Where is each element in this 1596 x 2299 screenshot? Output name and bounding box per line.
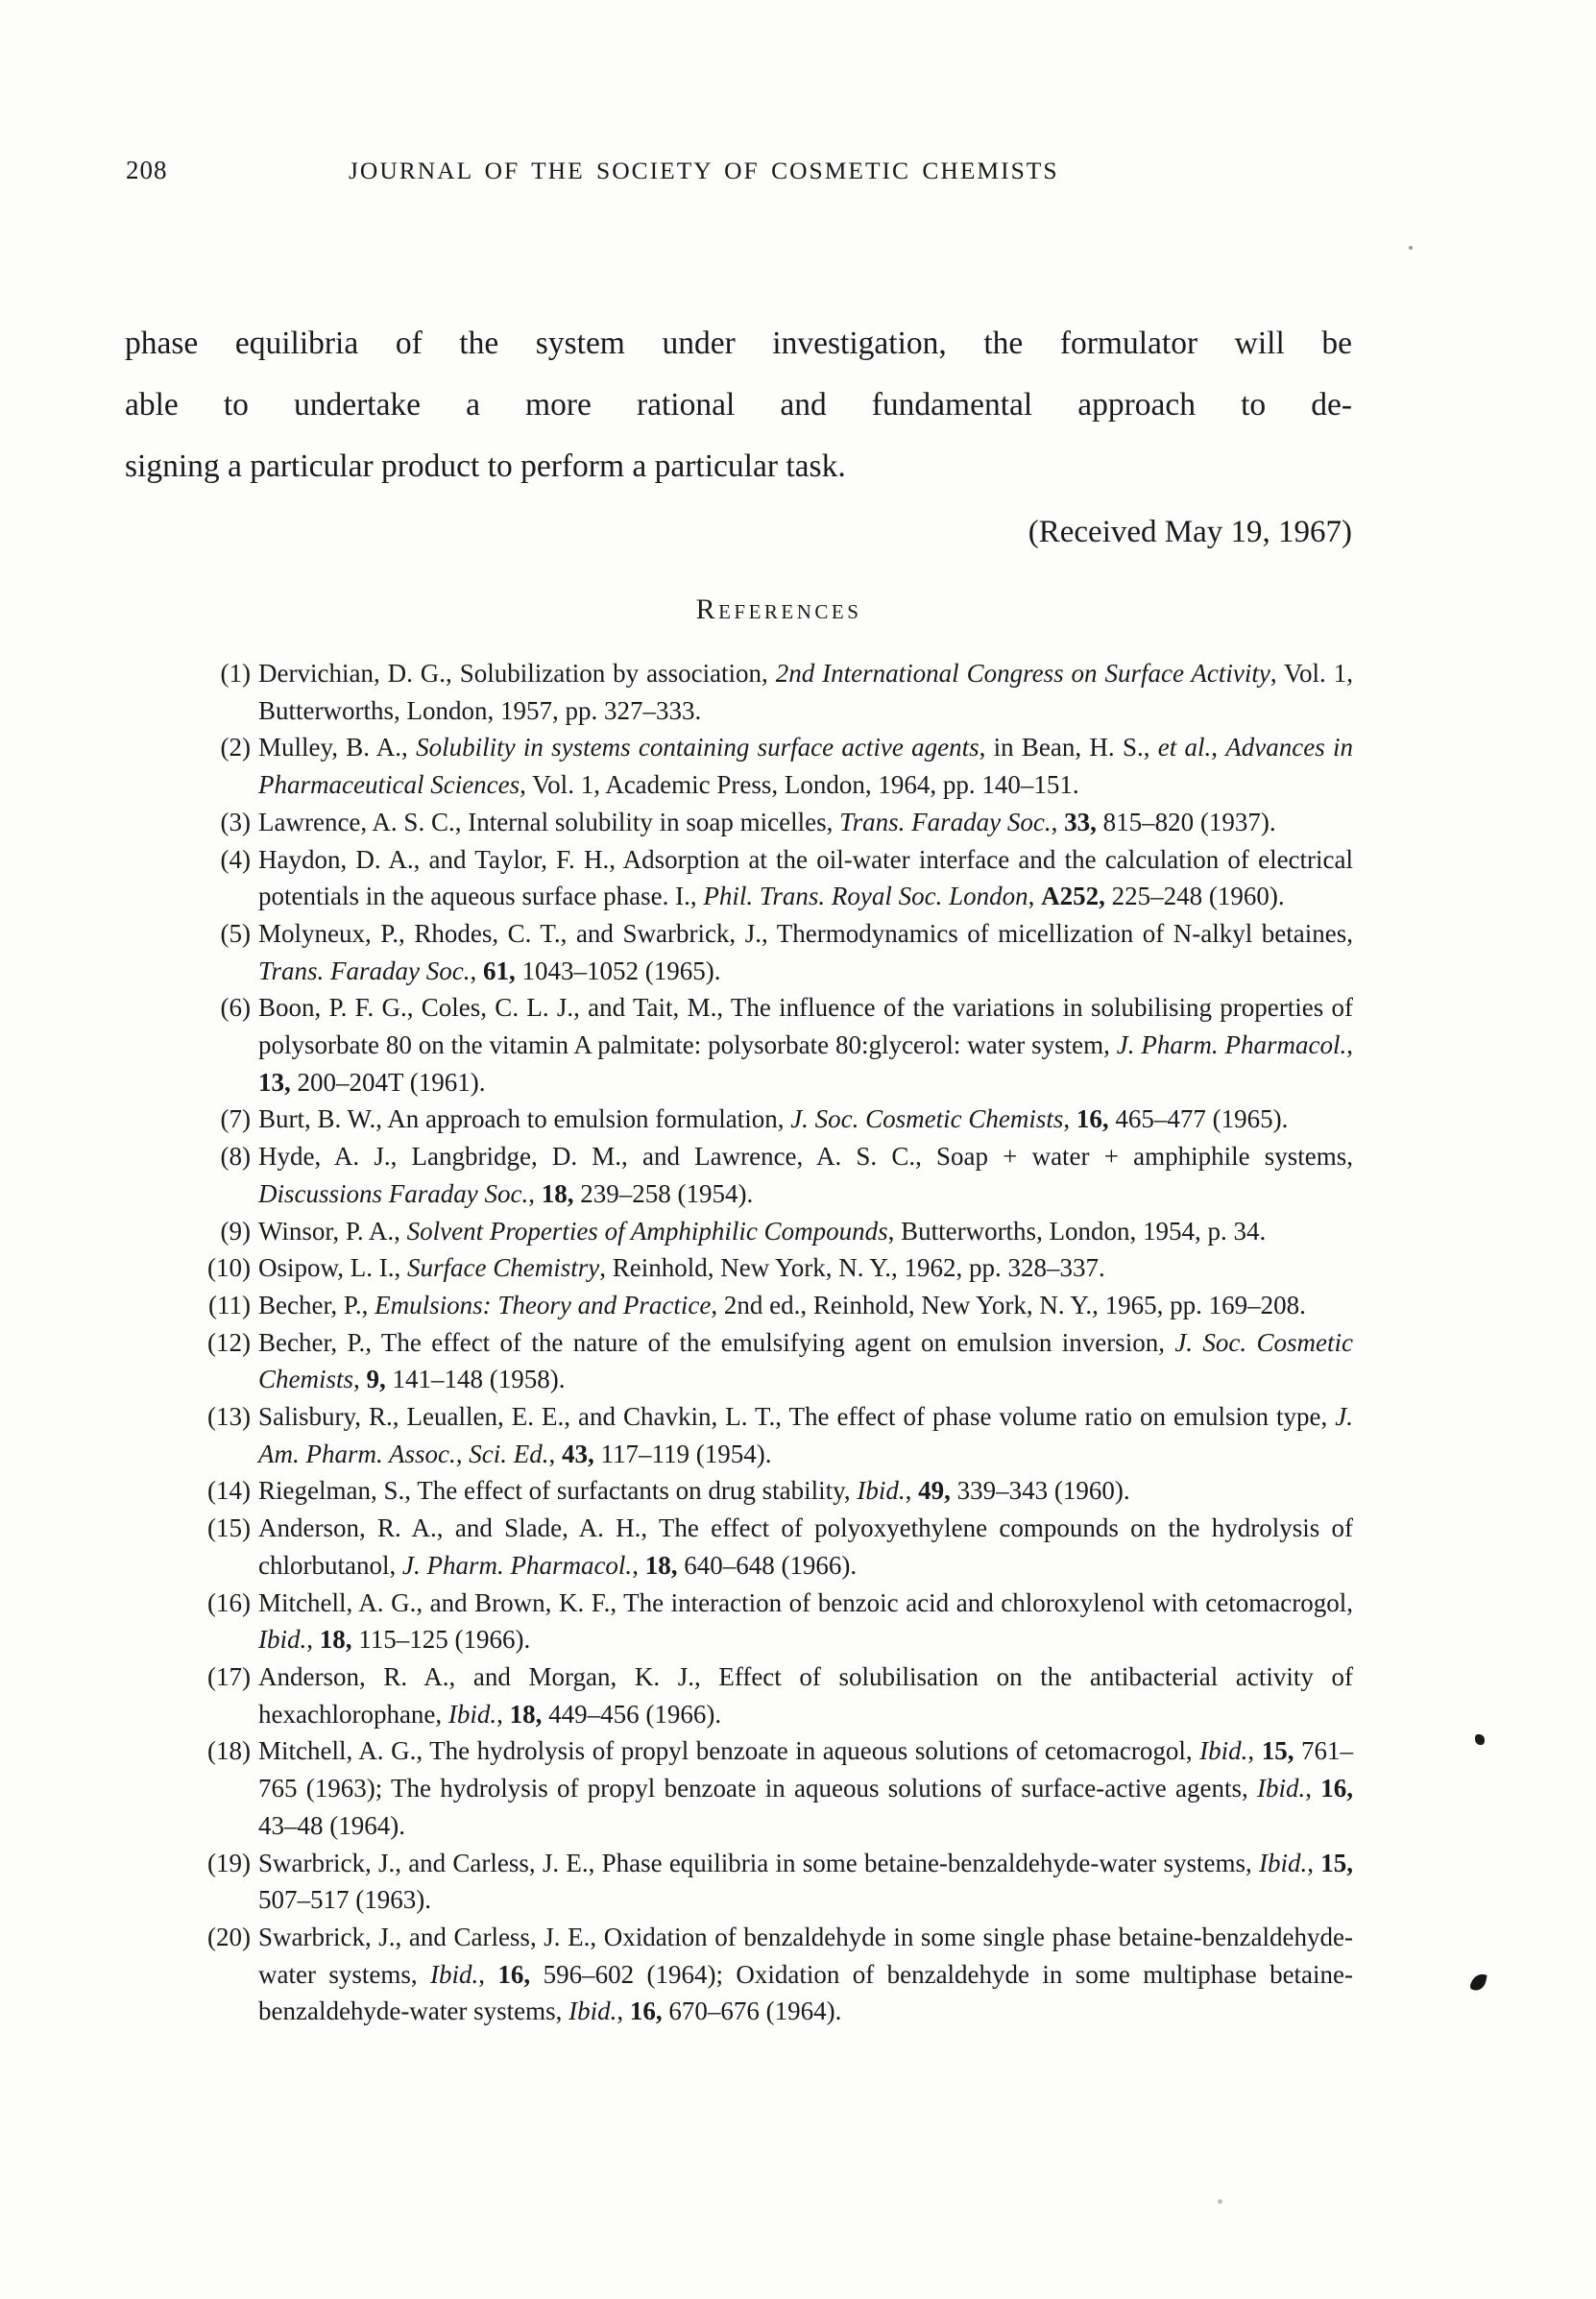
reference-item xyxy=(205,1398,1353,1472)
reference-item xyxy=(205,1845,1353,1919)
reference-item xyxy=(205,729,1353,803)
reference-item xyxy=(205,989,1353,1101)
reference-text: Osipow, L. I., Surface Chemistry, Reinhold, New York, N. Y., 1962, pp. 328–337. xyxy=(258,1253,1105,1283)
reference-number: (1) xyxy=(220,659,251,688)
reference-text: Mitchell, A. G., and Brown, K. F., The interaction of benzoic acid and chloroxylenol with cetomacrogol, Ibid., 18, 115–125 (1966). xyxy=(258,1587,1353,1655)
reference-text: Burt, B. W., An approach to emulsion formulation, J. Soc. Cosmetic Chemists, 16, 465–477 (1965). xyxy=(258,1104,1289,1134)
reference-text: Mulley, B. A., Solubility in systems containing surface active agents, in Bean, H. S., et al., Advances in Pharmaceutical Sciences, Vol. 1, Academic Press, London, 1964, pp. 140–151. xyxy=(258,733,1354,800)
reference-number: (8) xyxy=(220,1142,251,1172)
reference-text: Hyde, A. J., Langbridge, D. M., and Lawrence, A. S. C., Soap + water + amphiphile systems, Discussions Faraday Soc., 18, 239–258 (1954). xyxy=(258,1142,1353,1208)
reference-number: (11) xyxy=(208,1290,251,1319)
ink-speck xyxy=(1475,1734,1485,1745)
reference-text: Lawrence, A. S. C., Internal solubility in soap micelles, Trans. Faraday Soc., 33, 815–820 (1937). xyxy=(258,807,1276,836)
reference-number: (18) xyxy=(207,1736,251,1766)
reference-number: (7) xyxy=(220,1104,251,1134)
reference-item xyxy=(205,1472,1353,1510)
reference-number: (3) xyxy=(220,807,251,836)
reference-number: (9) xyxy=(220,1216,251,1246)
faint-dot xyxy=(1218,2199,1222,2204)
reference-item xyxy=(205,841,1353,915)
reference-text: Dervichian, D. G., Solubilization by association, 2nd International Congress on Surface Activity, Vol. 1, Butterworths, London, 1957, pp. 327–333. xyxy=(258,659,1353,725)
page-number: 208 xyxy=(126,156,168,184)
references-heading: References xyxy=(695,593,862,625)
reference-item xyxy=(205,1732,1353,1844)
reference-item xyxy=(205,1287,1353,1324)
reference-number: (5) xyxy=(220,918,251,948)
paragraph-line: signing a particular product to perform a particular task. xyxy=(125,448,846,484)
reference-text: Mitchell, A. G., The hydrolysis of propyl benzoate in aqueous solutions of cetomacrogol, Ibid., 15, 761–765 (1963); The hydrolysis of propyl benzoate in aqueous solutions of surface-active agents, Ibid., 16, 43–48 (1964). xyxy=(258,1736,1354,1840)
reference-item xyxy=(205,1919,1353,2030)
reference-item xyxy=(205,1213,1353,1250)
reference-text: Swarbrick, J., and Carless, J. E., Oxidation of benzaldehyde in some single phase betaine-benzaldehyde-water systems, Ibid., 16, 596–602 (1964); Oxidation of benzaldehyde in some multiphase betaine-benzaldehyde-water systems, Ibid., 16, 670–676 (1964). xyxy=(258,1922,1354,2026)
reference-text: Anderson, R. A., and Morgan, K. J., Effect of solubilisation on the antibacterial activity of hexachlorophane, Ibid., 18, 449–456 (1966). xyxy=(258,1661,1353,1729)
reference-item xyxy=(205,1101,1353,1138)
reference-item xyxy=(205,1585,1353,1658)
reference-item xyxy=(205,1658,1353,1732)
body-paragraph xyxy=(125,313,1352,497)
reference-text: Becher, P., Emulsions: Theory and Practice, 2nd ed., Reinhold, New York, N. Y., 1965, pp. 169–208. xyxy=(258,1290,1306,1319)
reference-text: Becher, P., The effect of the nature of the emulsifying agent on emulsion inversion, J. Soc. Cosmetic Chemists, 9, 141–148 (1958). xyxy=(258,1327,1353,1394)
reference-number: (2) xyxy=(220,733,251,762)
reference-number: (16) xyxy=(207,1587,251,1617)
ink-mark xyxy=(1469,1972,1487,1993)
received-line: (Received May 19, 1967) xyxy=(1028,515,1352,549)
reference-number: (20) xyxy=(207,1922,251,1951)
reference-item xyxy=(205,1249,1353,1287)
reference-text: Boon, P. F. G., Coles, C. L. J., and Tait, M., The influence of the variations in solubilising properties of polysorbate 80 on the vitamin A palmitate: polysorbate 80:glycerol: water system, J. Pharm. Pharmacol., 13, 200–204T (1961). xyxy=(258,993,1353,1097)
reference-item xyxy=(205,804,1353,841)
reference-item xyxy=(205,1324,1353,1398)
reference-number: (15) xyxy=(207,1513,251,1543)
faint-dot xyxy=(1409,246,1413,250)
running-head-title: JOURNAL OF THE SOCIETY OF COSMETIC CHEMISTS xyxy=(349,157,1059,184)
page-header xyxy=(0,154,1596,188)
reference-text: Winsor, P. A., Solvent Properties of Amphiphilic Compounds, Butterworths, London, 1954, p. 34. xyxy=(258,1216,1267,1246)
reference-text: Salisbury, R., Leuallen, E. E., and Chavkin, L. T., The effect of phase volume ratio on emulsion type, J. Am. Pharm. Assoc., Sci. Ed., 43, 117–119 (1954). xyxy=(258,1402,1353,1468)
reference-item xyxy=(205,655,1353,729)
references-list xyxy=(205,655,1353,2030)
reference-text: Riegelman, S., The effect of surfactants on drug stability, Ibid., 49, 339–343 (1960). xyxy=(258,1476,1130,1506)
reference-number: (4) xyxy=(220,844,251,874)
reference-number: (14) xyxy=(207,1476,251,1506)
reference-item xyxy=(205,915,1353,989)
reference-item xyxy=(205,1138,1353,1212)
reference-text: Haydon, D. A., and Taylor, F. H., Adsorption at the oil-water interface and the calculation of electrical potentials in the aqueous surface phase. I., Phil. Trans. Royal Soc. London, A252, 225–248 (1960). xyxy=(258,844,1353,911)
reference-text: Molyneux, P., Rhodes, C. T., and Swarbrick, J., Thermodynamics of micellization of N-alkyl betaines, Trans. Faraday Soc., 61, 1043–1052 (1965). xyxy=(258,918,1353,985)
reference-number: (6) xyxy=(220,993,251,1023)
reference-text: Anderson, R. A., and Slade, A. H., The effect of polyoxyethylene compounds on the hydrolysis of chlorbutanol, J. Pharm. Pharmacol., 18, 640–648 (1966). xyxy=(258,1513,1353,1580)
reference-number: (19) xyxy=(207,1848,251,1877)
reference-number: (10) xyxy=(207,1253,251,1283)
reference-number: (17) xyxy=(207,1661,251,1691)
paragraph-line: able to undertake a more rational and fundamental approach to de- xyxy=(125,387,1352,423)
paragraph-line: phase equilibria of the system under investigation, the formulator will be xyxy=(125,326,1352,361)
reference-item xyxy=(205,1510,1353,1584)
reference-text: Swarbrick, J., and Carless, J. E., Phase equilibria in some betaine-benzaldehyde-water systems, Ibid., 15, 507–517 (1963). xyxy=(258,1848,1353,1915)
reference-number: (13) xyxy=(207,1402,251,1432)
reference-number: (12) xyxy=(207,1327,251,1357)
